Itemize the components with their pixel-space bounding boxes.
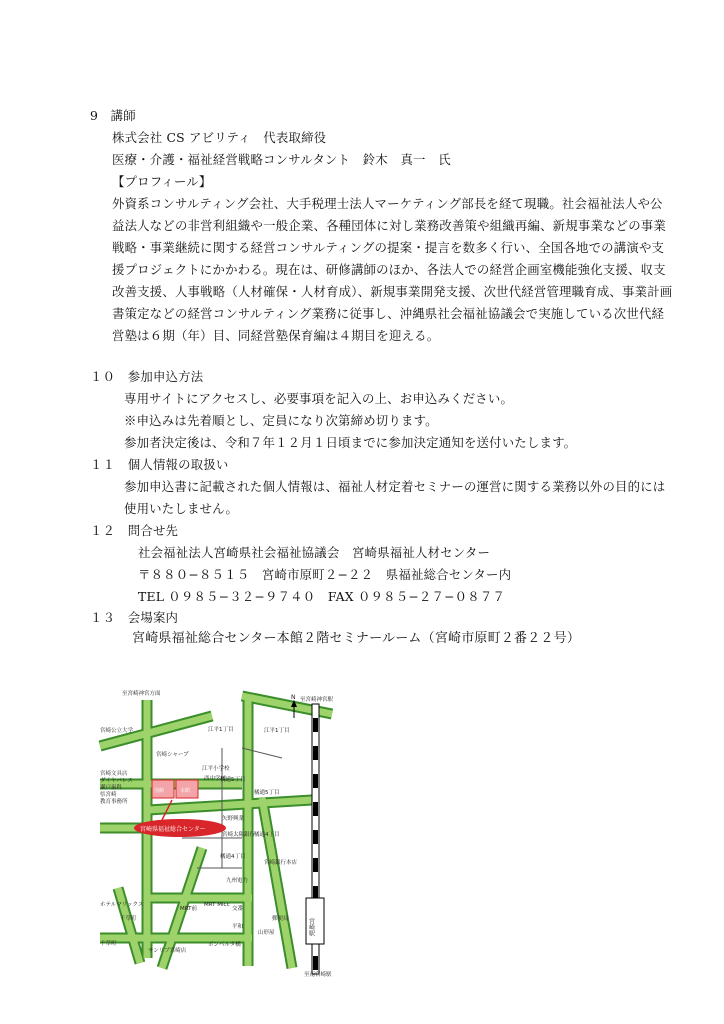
map-label-koban: 交番 <box>232 906 244 912</box>
profile-line: 書策定などの経営コンサルティング業務に従事し、沖縄県社会福祉協議会で実施している次世代経 <box>112 306 665 321</box>
section-13-heading: １３ 会場案内 <box>90 610 179 625</box>
application-line: 参加者決定後は、令和７年１２月１日頃までに参加決定通知を送付いたします。 <box>124 435 577 450</box>
privacy-line: 使用いたしません。 <box>124 501 239 516</box>
profile-line: 戦略・事業継続に関する経営コンサルティングの提案・提言を数多く行い、全国各地での講演や支 <box>112 240 665 255</box>
section-12-heading: １２ 問合せ先 <box>90 523 179 538</box>
map-label-miyazaki-station: 宮崎駅 <box>307 918 315 936</box>
profile-label: 【プロフィール】 <box>112 174 212 189</box>
map-label-bonbelta: ボンベルタ橘 <box>208 942 241 948</box>
map-label-hotel: ホテルマリックス <box>100 902 144 908</box>
map-label-ehira-school: 江平小学校 <box>202 766 230 772</box>
map-label-kyuden: 九州電力 <box>226 878 249 884</box>
map-label-mrt-micc: MRT Micc <box>204 902 230 908</box>
map-label-yamagata: 山形屋 <box>258 930 275 936</box>
map-label-sharp: 宮崎シャープ <box>156 752 189 758</box>
application-line: ※申込みは先着順とし、定員になり次第締め切ります。 <box>124 413 438 428</box>
contact-address: 〒８８０−８５１５ 宮崎市原町２−２２ 県福祉総合センター内 <box>138 567 512 582</box>
profile-line: 外資系コンサルティング会社、大手税理士法人マーケティング部長を経て現職。社会福祉法人や公 <box>112 196 663 211</box>
profile-line: 営塾は６期（年）目、同経営塾保育編は４期目を迎える。 <box>112 328 440 343</box>
privacy-line: 参加申込書に記載された個人情報は、福祉人材定着セミナーの運営に関する業務以外の目的には <box>124 479 666 494</box>
lecturer-name: 医療・介護・福祉経営戦略コンサルタント 鈴木 真一 氏 <box>112 152 451 167</box>
map-label-chikuma: 千草町 <box>100 941 117 947</box>
map-label-koudai: 宮崎公立大学 <box>100 728 134 734</box>
map-label-yubin: 郵便局 <box>272 916 289 922</box>
map-label-yagi: 矢野興業 <box>222 816 245 822</box>
map-label-tachibana4b: 橘通4丁目 <box>220 854 246 860</box>
contact-org: 社会福祉法人宮崎県社会福祉協議会 宮崎県福祉人材センター <box>138 545 491 560</box>
map-label-main: 本館 <box>180 788 191 794</box>
map-label-list: ダイヤパレス <box>100 778 133 784</box>
profile-line: 益法人などの非営利組織や一般企業、各種団体に対し業務改善策や組織再編、新規事業などの事業 <box>112 218 666 233</box>
map-label-senzai: 千草町 <box>120 916 137 922</box>
map-label-annex: 別館 <box>154 788 165 794</box>
application-line: 専用サイトにアクセスし、必要事項を記入の上、お申込みください。 <box>124 391 514 406</box>
map-label-list: 宮崎文具店 <box>100 771 128 777</box>
section-9-heading: 9 講師 <box>90 108 136 123</box>
map-label-tachibana5: 橘通5丁目 <box>220 777 246 783</box>
profile-line: 改善支援、人事戦略（人材確保・人材育成）、新規事業開発支援、次世代経営管理職育成、事業計画 <box>112 284 673 299</box>
map-label-ehira1b: 江平1丁目 <box>264 728 290 734</box>
venue-map <box>92 688 352 978</box>
map-label-minami-station: 至南宮崎駅 <box>304 972 332 978</box>
contact-phone: TEL ０９８５−３２−９７４０ FAX ０９８５−２７−０８７７ <box>138 589 506 604</box>
map-label-tachibana4: 橘通4丁目 <box>254 832 280 838</box>
section-10-heading: １０ 参加申込方法 <box>90 369 204 384</box>
map-label-list: 瀬戸歯科 <box>100 785 123 791</box>
map-label-tachibana5e: 橘通5丁目 <box>254 790 280 796</box>
section-11-heading: １１ 個人情報の取扱い <box>90 457 229 472</box>
map-label-ehira1a: 江平1丁目 <box>208 727 234 733</box>
map-label-taiyo: 宮崎太陽銀行 <box>222 832 256 838</box>
map-label-list: 教育事務所 <box>100 799 128 805</box>
lecturer-company: 株式会社 CS アビリティ 代表取締役 <box>112 130 327 145</box>
map-label-north: N <box>291 694 296 701</box>
map-label-hirakawa: 平和 <box>232 924 244 930</box>
map-label-bank: 宮崎銀行本店 <box>264 860 298 866</box>
map-label-nishi-jhs: 西中学校 <box>204 776 227 782</box>
map-label-list: 県宮崎 <box>100 792 117 798</box>
profile-line: 援プロジェクトにかかわる。現在は、研修講師のほか、各法人での経営企画室機能強化支援、収支 <box>112 262 666 277</box>
map-label-top-dest: 至宮崎神宮方面 <box>122 691 161 697</box>
map-label-sunlive: サンリブ宮崎店 <box>148 948 187 954</box>
map-label-center: 宮崎県福祉総合センター <box>140 826 206 833</box>
venue-text: 宮崎県福祉総合センター本館２階セミナールーム（宮崎市原町２番２２号） <box>132 631 581 646</box>
map-label-jingu-station: 至宮崎神宮駅 <box>300 697 334 703</box>
map-label-mrt: MRT前 <box>180 906 198 912</box>
